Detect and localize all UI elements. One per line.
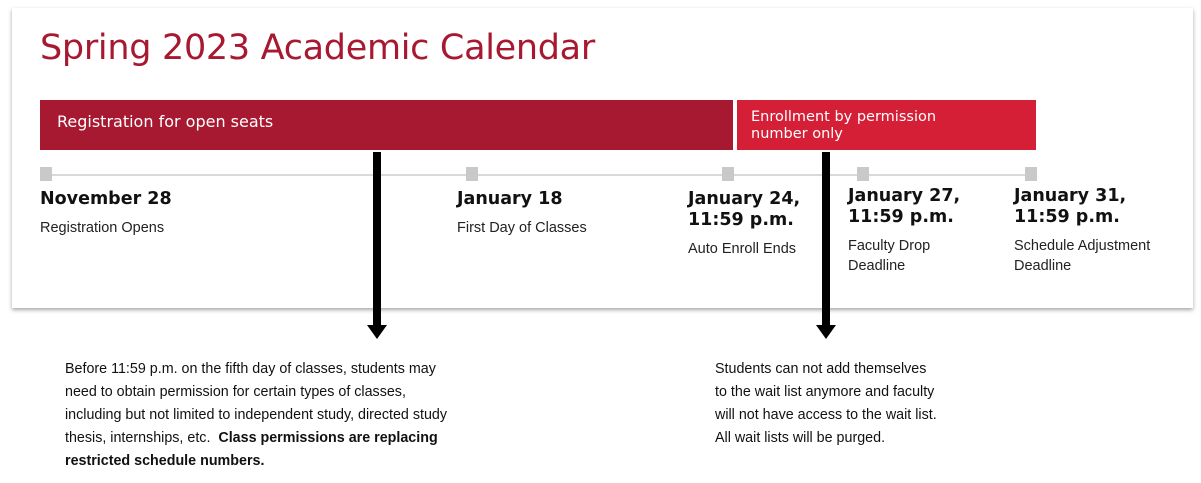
timeline-marker (722, 167, 734, 181)
note-line: will not have access to the wait list. (715, 407, 937, 423)
milestone-date-auto-enroll: January 24, 11:59 p.m. (688, 189, 801, 230)
milestone-label-auto-enroll: Auto Enroll Ends (688, 241, 797, 257)
permission-bar-label-line2: number only (751, 126, 843, 142)
note-line: All wait lists will be purged. (715, 430, 886, 446)
note-line: Before 11:59 p.m. on the fifth day of classes, students may (65, 361, 436, 377)
arrow-head-icon (816, 325, 836, 339)
registration-bar-label: Registration for open seats (57, 112, 274, 131)
timeline-line (40, 174, 1035, 176)
note-line (65, 427, 535, 450)
note-class-permissions (65, 358, 535, 473)
note-line: Students can not add themselves (715, 361, 927, 377)
note-line: need to obtain permission for certain types of classes, (65, 384, 406, 400)
milestone-label-registration-opens: Registration Opens (40, 220, 165, 236)
note-line: to the wait list anymore and faculty (715, 384, 935, 400)
arrow-down-icon (822, 152, 830, 327)
note-line: including but not limited to independent study, directed study (65, 407, 448, 423)
note-bold-text: restricted schedule numbers. (65, 453, 265, 469)
permission-bar-label-line1: Enrollment by permission (751, 109, 937, 125)
note-bold-text: Class permissions are replacing (218, 430, 438, 446)
registration-bar (40, 100, 733, 150)
timeline-marker (1025, 167, 1037, 181)
arrow-head-icon (367, 325, 387, 339)
note-line-text: thesis, internships, etc. (65, 430, 211, 446)
timeline-marker (466, 167, 478, 181)
permission-bar (737, 100, 1036, 150)
milestone-date-registration-opens: November 28 (40, 189, 172, 209)
note-line (65, 450, 535, 473)
milestone-date-schedule-adjustment: January 31, 11:59 p.m. (1014, 186, 1127, 227)
note-wait-list (715, 358, 1015, 450)
milestone-label-faculty-drop: Faculty Drop Deadline (848, 238, 931, 274)
milestone-date-faculty-drop: January 27, 11:59 p.m. (848, 186, 961, 227)
milestone-date-first-day: January 18 (457, 189, 563, 209)
timeline-marker (40, 167, 52, 181)
milestone-label-first-day: First Day of Classes (457, 220, 587, 236)
arrow-down-icon (373, 152, 381, 327)
milestone-label-schedule-adjustment: Schedule Adjustment Deadline (1014, 238, 1151, 274)
page-title: Spring 2023 Academic Calendar (40, 28, 595, 68)
timeline-marker (857, 167, 869, 181)
